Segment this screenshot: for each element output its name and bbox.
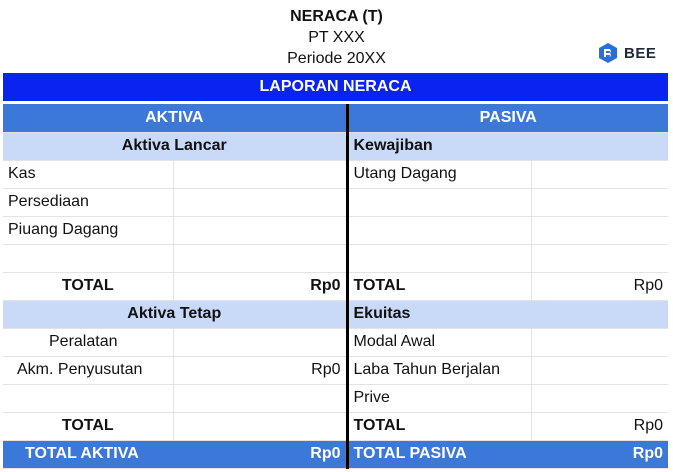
empty-cell[interactable] — [173, 244, 347, 272]
pasiva-column-header: PASIVA — [347, 104, 668, 132]
report-banner: LAPORAN NERACA — [3, 73, 668, 101]
empty-cell[interactable] — [531, 244, 668, 272]
bee-logo-text: BEE — [624, 44, 657, 62]
aktiva-tetap-heading: Aktiva Tetap — [3, 300, 347, 328]
total-pasiva-label[interactable]: TOTAL PASIVA — [347, 440, 531, 468]
balance-sheet-table — [3, 104, 668, 469]
asset-value-cell[interactable] — [173, 188, 347, 216]
fixed-assets-total-value[interactable] — [173, 412, 347, 440]
table-row — [3, 216, 668, 244]
total-row — [3, 412, 668, 440]
asset-value-peralatan[interactable] — [173, 328, 347, 356]
empty-cell[interactable] — [347, 188, 531, 216]
asset-label-piutang-dagang[interactable]: Piuang Dagang — [3, 216, 173, 244]
equity-total-value[interactable]: Rp0 — [531, 412, 668, 440]
empty-cell[interactable] — [3, 244, 173, 272]
report-header — [0, 0, 673, 73]
liability-value-cell[interactable] — [531, 160, 668, 188]
total-aktiva-label[interactable]: TOTAL AKTIVA — [3, 440, 173, 468]
equity-label-modal-awal[interactable]: Modal Awal — [347, 328, 531, 356]
kewajiban-heading: Kewajiban — [347, 132, 668, 160]
equity-value-cell[interactable] — [531, 328, 668, 356]
asset-value-cell[interactable] — [173, 160, 347, 188]
ekuitas-heading: Ekuitas — [347, 300, 668, 328]
table-row — [3, 328, 668, 356]
total-pasiva-value[interactable]: Rp0 — [531, 440, 668, 468]
company-name: PT XXX — [308, 29, 365, 46]
report-title: NERACA (T) — [290, 8, 383, 25]
empty-cell[interactable] — [531, 188, 668, 216]
liability-label-utang-dagang[interactable]: Utang Dagang — [347, 160, 531, 188]
equity-label-laba-tahun-berjalan[interactable]: Laba Tahun Berjalan — [347, 356, 531, 384]
total-aktiva-value[interactable]: Rp0 — [173, 440, 347, 468]
table-row — [3, 160, 668, 188]
current-assets-total-label[interactable]: TOTAL — [3, 272, 173, 300]
liabilities-total-label[interactable]: TOTAL — [347, 272, 531, 300]
table-row — [3, 188, 668, 216]
table-row — [3, 356, 668, 384]
empty-cell[interactable] — [347, 216, 531, 244]
liabilities-total-value[interactable]: Rp0 — [531, 272, 668, 300]
asset-value-akm-penyusutan[interactable]: Rp0 — [173, 356, 347, 384]
bee-logo-icon — [597, 42, 619, 64]
equity-value-cell[interactable] — [531, 384, 668, 412]
section-header-row — [3, 300, 668, 328]
equity-value-cell[interactable] — [531, 356, 668, 384]
aktiva-column-header: AKTIVA — [3, 104, 347, 132]
grand-total-row — [3, 440, 668, 468]
empty-cell[interactable] — [173, 384, 347, 412]
asset-label-kas[interactable]: Kas — [3, 160, 173, 188]
equity-label-prive[interactable]: Prive — [347, 384, 531, 412]
equity-total-label[interactable]: TOTAL — [347, 412, 531, 440]
section-header-row — [3, 132, 668, 160]
empty-cell[interactable] — [531, 216, 668, 244]
asset-label-akm-penyusutan[interactable]: Akm. Penyusutan — [3, 356, 173, 384]
current-assets-total-value[interactable]: Rp0 — [173, 272, 347, 300]
bee-logo — [597, 42, 656, 64]
column-header-row — [3, 104, 668, 132]
empty-cell[interactable] — [3, 384, 173, 412]
asset-value-cell[interactable] — [173, 216, 347, 244]
empty-cell[interactable] — [347, 244, 531, 272]
asset-label-persediaan[interactable]: Persediaan — [3, 188, 173, 216]
aktiva-lancar-heading: Aktiva Lancar — [3, 132, 347, 160]
asset-label-peralatan[interactable]: Peralatan — [3, 328, 173, 356]
report-period: Periode 20XX — [287, 50, 386, 67]
table-row — [3, 384, 668, 412]
fixed-assets-total-label[interactable]: TOTAL — [3, 412, 173, 440]
table-row — [3, 244, 668, 272]
total-row — [3, 272, 668, 300]
